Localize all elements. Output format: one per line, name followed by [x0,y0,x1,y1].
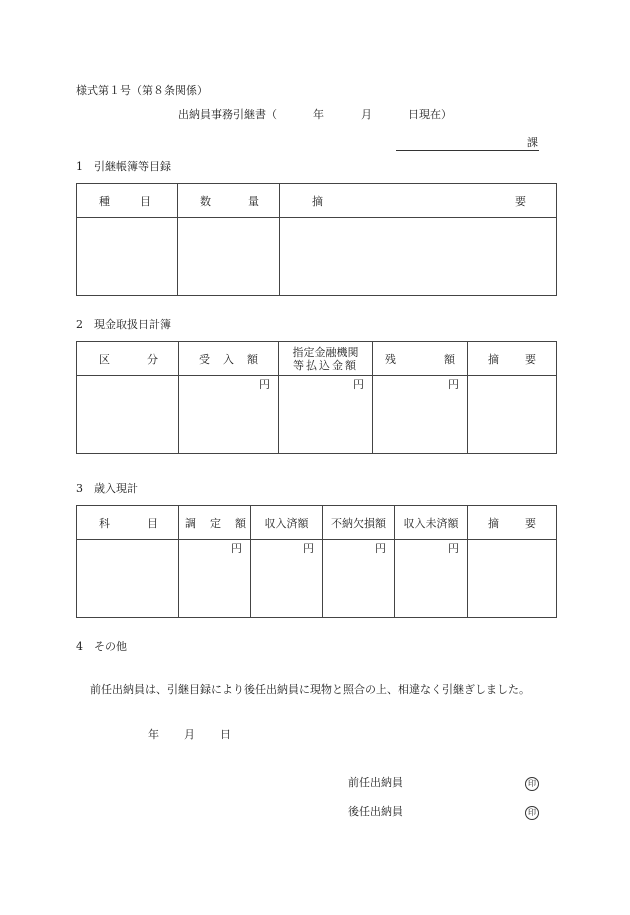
title-year: 年 [313,108,324,121]
header-remarks: 摘 要 [468,342,557,376]
form-number: 様式第１号（第８条関係） [76,84,208,97]
cell-balance[interactable]: 円 [373,376,468,454]
header-received-amount: 受 入 額 [179,342,279,376]
seal-icon: 印 [525,776,539,791]
header-bank-payment-amount: 指定金融機関 等払込金額 [279,342,373,376]
cell-account[interactable] [77,540,179,618]
cell-uncollectible-amount[interactable]: 円 [323,540,395,618]
header-uncollectible-amount: 不納欠損額 [323,506,395,540]
department-suffix: 課 [527,136,538,149]
document-title: 出納員事務引継書（ [178,108,277,121]
date-year: 年 [148,728,159,741]
cell-uncollected-amount[interactable]: 円 [395,540,468,618]
successor-label: 後任出納員 [348,805,403,818]
header-balance: 残 額 [373,342,468,376]
header-type: 種 目 [77,184,178,218]
header-assessed-amount: 調 定 額 [179,506,251,540]
revenue-status-table [76,505,557,618]
header-account: 科 目 [77,506,179,540]
cell-summary[interactable] [280,218,557,296]
section4-heading: 4 その他 [76,640,127,653]
cell-collected-amount[interactable]: 円 [251,540,323,618]
predecessor-label: 前任出納員 [348,776,403,789]
cash-daily-ledger-table [76,341,557,454]
seal-icon: 印 [525,805,539,820]
cell-remarks[interactable] [468,540,557,618]
handover-statement: 前任出納員は、引継目録により後任出納員に現物と照合の上、相違なく引継ぎしました。 [90,683,530,696]
header-remarks: 摘 要 [468,506,557,540]
header-category: 区 分 [77,342,179,376]
title-month: 月 [361,108,372,121]
header-quantity: 数 量 [178,184,280,218]
title-day: 日現在） [408,108,452,121]
header-collected-amount: 収入済額 [251,506,323,540]
section3-heading: 3 歳入現計 [76,482,138,495]
cell-type[interactable] [77,218,178,296]
cell-assessed-amount[interactable]: 円 [179,540,251,618]
cell-bank-payment-amount[interactable]: 円 [279,376,373,454]
date-month: 月 [184,728,195,741]
section2-heading: 2 現金取扱日計簿 [76,318,171,331]
cell-remarks[interactable] [468,376,557,454]
cell-quantity[interactable] [178,218,280,296]
cell-received-amount[interactable]: 円 [179,376,279,454]
header-uncollected-amount: 収入未済額 [395,506,468,540]
date-day: 日 [220,728,231,741]
department-line [396,150,539,151]
header-summary: 摘 要 [280,184,557,218]
section1-heading: 1 引継帳簿等目録 [76,160,171,173]
cell-category[interactable] [77,376,179,454]
ledger-list-table [76,183,557,296]
